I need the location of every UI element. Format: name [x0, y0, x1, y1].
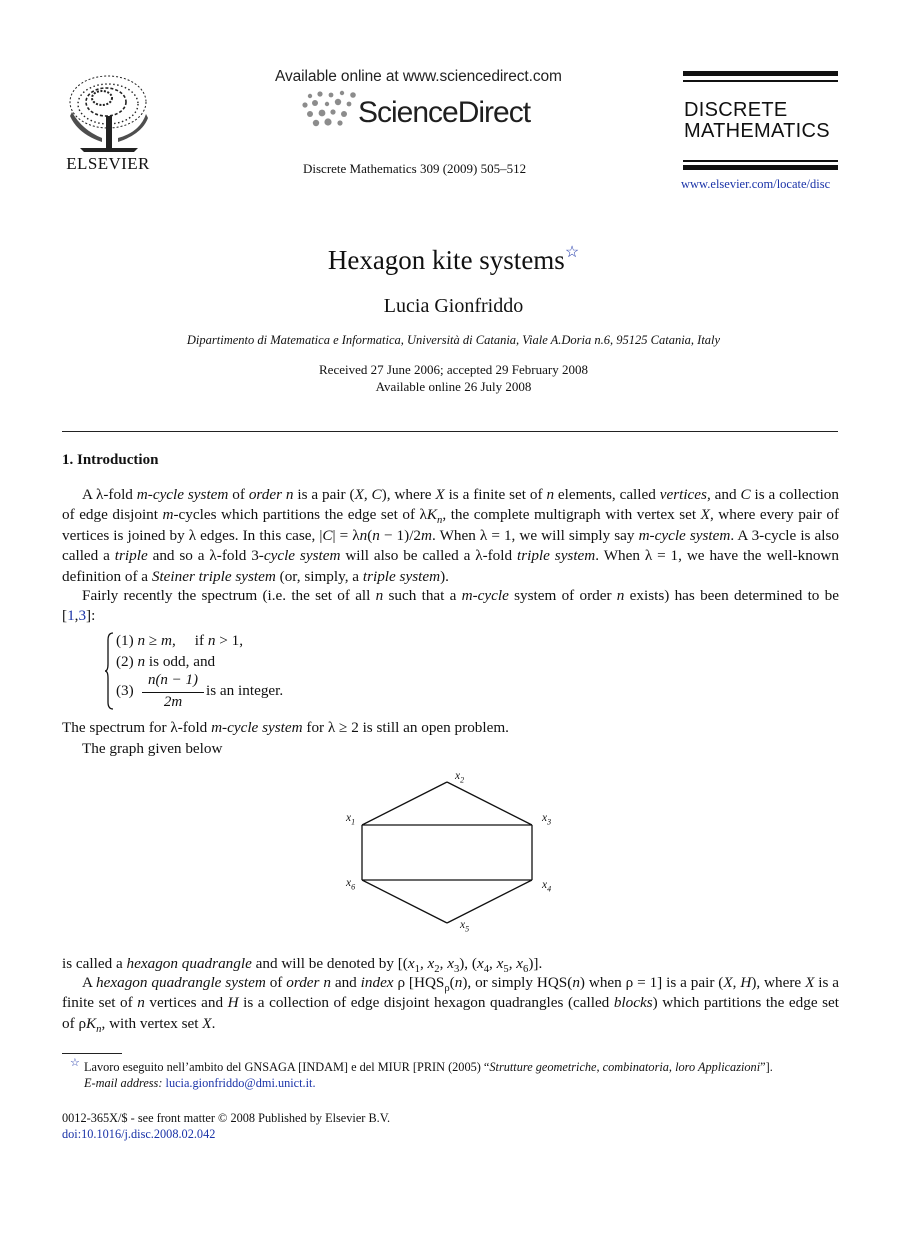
section-heading: 1. Introduction — [62, 452, 159, 468]
condition-3-tail: is an integer. — [206, 682, 284, 699]
condition-2: (2) n is odd, and — [116, 653, 216, 670]
condition-1: (1) n ≥ m, if n > 1, — [116, 632, 244, 649]
citation-link[interactable]: 1 — [67, 607, 75, 625]
sciencedirect-wordmark: ScienceDirect — [358, 96, 531, 129]
edge-x6-x5 — [362, 880, 447, 923]
journal-banner-rule — [683, 80, 838, 82]
condition-label: (1) — [116, 632, 134, 649]
paragraph-hexagon-quadrangle: is called a hexagon quadrangle and will be denoted by [($x_1$, $x_2$, $x_3$), ($x_4$, $x_5$, $x_6$)]. — [62, 955, 543, 976]
fraction-numerator: n(n − 1) — [147, 672, 199, 688]
received-dates: Received 27 June 2006; accepted 29 February 2008 — [319, 362, 588, 377]
doi-link[interactable]: doi:10.1016/j.disc.2008.02.042 — [62, 1127, 216, 1141]
paragraph-open-problem: The spectrum for λ-fold m-cycle system for λ ≥ 2 is still an open problem. — [62, 719, 509, 736]
condition-label: (2) — [116, 653, 134, 670]
hexagon-quadrangle-figure — [340, 768, 560, 940]
vertex-label-x5: $x_5$ — [460, 919, 470, 934]
footnote-star-icon: ☆ — [70, 1057, 80, 1069]
journal-reference: Discrete Mathematics 309 (2009) 505–512 — [303, 161, 527, 176]
paragraph-graph-intro: The graph given below — [82, 740, 223, 757]
vertex-label-x1: $x_1$ — [346, 812, 356, 827]
article-title — [0, 242, 907, 276]
journal-banner-rule — [683, 71, 838, 76]
journal-url-link[interactable]: www.elsevier.com/locate/disc — [681, 177, 831, 191]
article-title-text: Hexagon kite systems — [327, 245, 565, 275]
journal-banner-rule — [683, 160, 838, 162]
edge-x5-x4 — [447, 880, 532, 923]
available-online-date: Available online 26 July 2008 — [375, 379, 532, 394]
vertex-label-x3: $x_3$ — [542, 812, 552, 827]
paragraph-definition: A λ-fold m-cycle system of order n is a pair (X, C), where X is a finite set of n elements, called vertices, and C is a collection of edge disjoint m-cycles which partitions the edge set of $\lambda K_n$, the complete multigraph with vertex set X, where every pair of vertices is joined by λ edges. In this case, |C| = λn(n − 1)/2m. When λ = 1, we will simply say m-cycle system. A 3-cycle is also called a triple and so a λ-fold 3-cycle system will also be called a λ-fold triple system. When λ = 1, we have the well-known definition of a Steiner triple system (or, simply, a triple system). — [62, 486, 840, 585]
fraction-bar — [142, 692, 204, 693]
footnote-divider — [62, 1053, 122, 1054]
left-brace — [104, 632, 114, 710]
paragraph-hqs-definition: A hexagon quadrangle system of order n and index ρ [$HQS_\rho(n)$, or simply HQS(n) when ρ = 1] is a pair (X, H), where X is a finite set of n vertices and H is a collection of edge disjoint hexagon quadrangles (called blocks) which partitions the edge set of $\rho K_n$, with vertex set X. — [62, 974, 840, 1035]
fraction-denominator: 2m — [163, 694, 183, 710]
journal-banner-rule — [683, 165, 838, 170]
citation-link[interactable]: 3 — [78, 607, 87, 625]
funding-footnote: ☆ Lavoro eseguito nell’ambito del GNSAGA [INDAM] e del MIUR [PRIN (2005) “Strutture geometriche, combinatoria, loro Applicazioni”]. — [70, 1057, 773, 1074]
author-affiliation: Dipartimento di Matematica e Informatica, Università di Catania, Viale A.Doria n.6, 95125 Catania, Italy — [186, 333, 721, 347]
edge-x2-x3 — [447, 782, 532, 825]
author-name: Lucia Gionfriddo — [383, 295, 524, 317]
author-email — [84, 1076, 316, 1091]
issn-copyright: 0012-365X/$ - see front matter © 2008 Published by Elsevier B.V. — [62, 1111, 391, 1125]
condition-3-label: (3) — [116, 682, 134, 699]
sciencedirect-dots-icon — [300, 90, 362, 130]
available-online-notice: Available online at www.sciencedirect.com — [275, 68, 562, 85]
vertex-label-x4: $x_4$ — [542, 879, 552, 894]
email-link[interactable]: lucia.gionfriddo@dmi.unict.it. — [165, 1076, 316, 1090]
spectrum-conditions — [104, 630, 404, 712]
paragraph-spectrum: Fairly recently the spectrum (i.e. the set of all n such that a m-cycle system of order n exists) has been determined to be [1,3]: — [62, 587, 839, 625]
title-footnote-star-icon[interactable]: ☆ — [564, 244, 580, 261]
email-label: E-mail address: — [84, 1076, 163, 1090]
elsevier-tree-logo — [62, 72, 154, 172]
edge-x1-x2 — [362, 782, 447, 825]
header-divider — [62, 431, 838, 432]
journal-title-line: DISCRETE — [684, 99, 788, 121]
vertex-label-x2: $x_2$ — [455, 770, 465, 785]
hexagon-graph — [340, 768, 560, 940]
journal-title-line: MATHEMATICS — [684, 120, 830, 142]
vertex-label-x6: $x_6$ — [346, 877, 356, 892]
elsevier-wordmark: ELSEVIER — [66, 154, 150, 172]
journal-title — [684, 100, 830, 142]
